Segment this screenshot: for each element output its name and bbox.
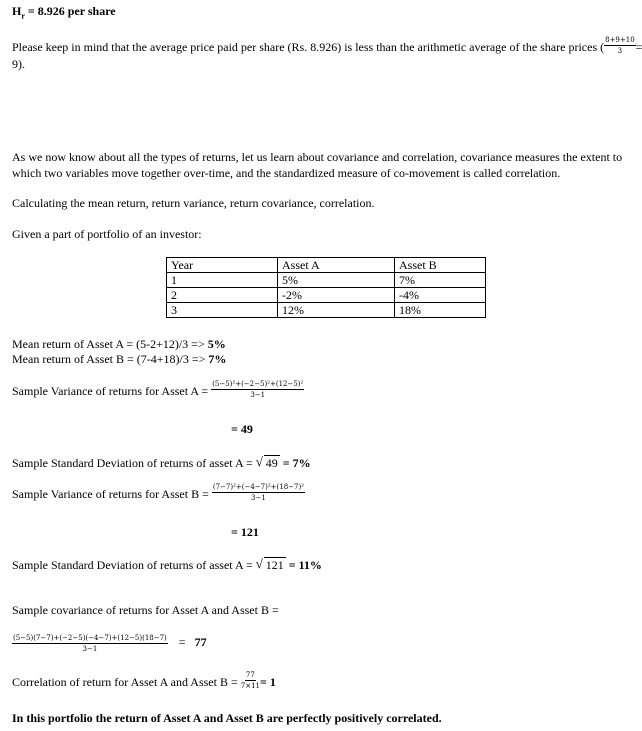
variance-a-fraction: $\frac{\text{(5−5)²+(−2−5)²+(12−5)²}}{3-1}$ (212, 379, 304, 399)
covariance-formula: $\frac{(5-5)(7-7)+(-2-5)(-4-7)+(12-5)(18-7)}{3-1}$ = 77 (13, 634, 207, 653)
covariance-label: Sample covariance of returns for Asset A and Asset B = (12, 603, 279, 617)
table-cell: -4% (395, 288, 486, 303)
table-cell: 1 (167, 273, 278, 288)
covariance-intro-line1: As we now know about all the types of returns, let us learn about covariance and correlation, covariance measures the extent to (12, 150, 623, 164)
table-header: Year (167, 258, 278, 273)
portfolio-intro: Given a part of portfolio of an investor: (12, 227, 202, 241)
square-root: √ 121 (255, 556, 284, 572)
std-dev-asset-b: Sample Standard Deviation of returns of asset A = √ 121 = 11% (12, 556, 322, 572)
variance-a-result: = 49 (231, 422, 253, 436)
covariance-intro-line2: which two variables move together over-time, and the standardized measure of co-movement is called correlation. (12, 166, 561, 180)
mean-return-asset-b: Mean return of Asset B = (7-4+18)/3 => 7% (12, 352, 227, 366)
table-header-row (167, 258, 486, 273)
asset-returns-table (166, 257, 486, 318)
table-row (167, 273, 486, 288)
correlation-fraction: $\frac{77}{7\times 11}$ (240, 670, 260, 690)
table-row (167, 303, 486, 318)
share-average-fraction: $\frac{8+9+10}{3}$ (605, 35, 635, 55)
std-dev-asset-a: Sample Standard Deviation of returns of asset A = √ 49 = 7% (12, 454, 311, 470)
covariance-fraction: $\frac{(5-5)(7-7)+(-2-5)(-4-7)+(12-5)(18-7)}{3-1}$ (13, 634, 167, 653)
table-cell: 5% (278, 273, 395, 288)
variance-b-result: = 121 (231, 525, 259, 539)
conclusion: In this portfolio the return of Asset A and Asset B are perfectly positively correlated. (12, 711, 442, 725)
table-cell: 2 (167, 288, 278, 303)
result-heading: $H_r = 8.926$ per share (12, 4, 116, 21)
square-root: √ 49 (255, 454, 278, 470)
average-price-note: Please keep in mind that the average price paid per share (Rs. 8.926) is less than the arithmetic average of the share prices ( $\frac{8+9+10}{3}$ = (12, 35, 642, 55)
table-header: Asset B (395, 258, 486, 273)
table-row (167, 288, 486, 303)
variance-b-fraction: $\frac{\text{(7−7)²+(−4−7)²+(18−7)²}}{3-1}$ (212, 482, 305, 502)
calculation-intro: Calculating the mean return, return variance, return covariance, correlation. (12, 196, 375, 210)
variance-asset-a: Sample Variance of returns for Asset A = $\frac{\text{(5−5)²+(−2−5)²+(12−5)²}}{3-1}$ (12, 379, 304, 399)
mean-return-asset-a: Mean return of Asset A = (5-2+12)/3 => 5% (12, 337, 226, 351)
table-header: Asset A (278, 258, 395, 273)
table-cell: 12% (278, 303, 395, 318)
table-cell: 3 (167, 303, 278, 318)
average-price-note-end: 9). (12, 57, 25, 71)
table-cell: 18% (395, 303, 486, 318)
variance-asset-b: Sample Variance of returns for Asset B = $\frac{\text{(7−7)²+(−4−7)²+(18−7)²}}{3-1}$ (12, 482, 305, 502)
table-cell: 7% (395, 273, 486, 288)
table-cell: -2% (278, 288, 395, 303)
correlation: Correlation of return for Asset A and Asset B = $\frac{77}{7\times 11}$ = 1 (12, 670, 276, 690)
